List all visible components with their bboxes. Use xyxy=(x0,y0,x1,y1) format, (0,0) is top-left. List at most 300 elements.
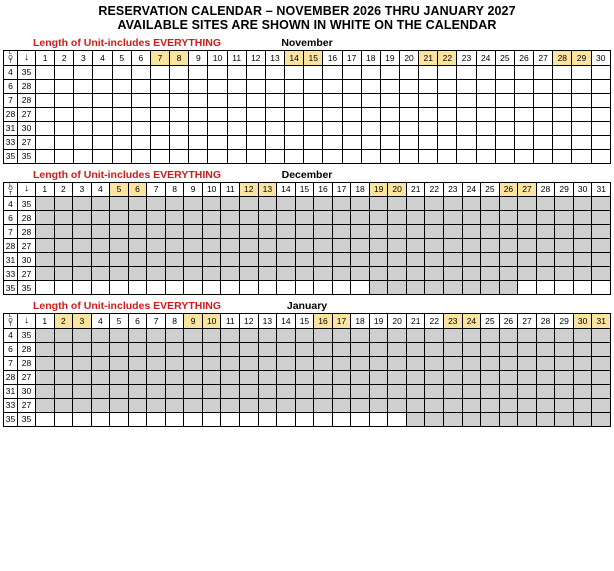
booked-day-cell[interactable] xyxy=(369,356,388,370)
booked-day-cell[interactable] xyxy=(351,197,370,211)
booked-day-cell[interactable] xyxy=(592,197,611,211)
booked-day-cell[interactable] xyxy=(36,356,55,370)
available-day-cell[interactable] xyxy=(514,65,533,79)
booked-day-cell[interactable] xyxy=(240,267,259,281)
booked-day-cell[interactable] xyxy=(91,384,110,398)
available-day-cell[interactable] xyxy=(476,93,495,107)
booked-day-cell[interactable] xyxy=(351,342,370,356)
booked-day-cell[interactable] xyxy=(202,267,221,281)
day-header-cell[interactable]: 18 xyxy=(351,182,370,197)
booked-day-cell[interactable] xyxy=(36,239,55,253)
booked-day-cell[interactable] xyxy=(369,239,388,253)
available-day-cell[interactable] xyxy=(457,65,476,79)
available-day-cell[interactable] xyxy=(495,135,514,149)
booked-day-cell[interactable] xyxy=(165,253,184,267)
day-header-cell[interactable]: 8 xyxy=(165,314,184,329)
booked-day-cell[interactable] xyxy=(351,253,370,267)
booked-day-cell[interactable] xyxy=(202,225,221,239)
booked-day-cell[interactable] xyxy=(147,370,166,384)
booked-day-cell[interactable] xyxy=(573,398,592,412)
booked-day-cell[interactable] xyxy=(147,328,166,342)
booked-day-cell[interactable] xyxy=(425,412,444,426)
booked-day-cell[interactable] xyxy=(91,356,110,370)
available-day-cell[interactable] xyxy=(112,107,131,121)
available-day-cell[interactable] xyxy=(304,149,323,163)
booked-day-cell[interactable] xyxy=(406,328,425,342)
available-day-cell[interactable] xyxy=(93,93,112,107)
available-day-cell[interactable] xyxy=(361,149,380,163)
booked-day-cell[interactable] xyxy=(110,328,129,342)
booked-day-cell[interactable] xyxy=(258,342,277,356)
booked-day-cell[interactable] xyxy=(110,197,129,211)
available-day-cell[interactable] xyxy=(314,412,333,426)
available-day-cell[interactable] xyxy=(457,107,476,121)
available-day-cell[interactable] xyxy=(170,79,189,93)
booked-day-cell[interactable] xyxy=(221,328,240,342)
booked-day-cell[interactable] xyxy=(147,225,166,239)
available-day-cell[interactable] xyxy=(419,149,438,163)
day-header-cell[interactable]: 13 xyxy=(258,314,277,329)
booked-day-cell[interactable] xyxy=(499,239,518,253)
available-day-cell[interactable] xyxy=(304,93,323,107)
day-header-cell[interactable]: 2 xyxy=(54,182,73,197)
booked-day-cell[interactable] xyxy=(110,211,129,225)
booked-day-cell[interactable] xyxy=(110,253,129,267)
booked-day-cell[interactable] xyxy=(481,253,500,267)
booked-day-cell[interactable] xyxy=(73,370,92,384)
available-day-cell[interactable] xyxy=(128,281,147,295)
available-day-cell[interactable] xyxy=(227,121,246,135)
day-header-cell[interactable]: 21 xyxy=(419,51,438,66)
available-day-cell[interactable] xyxy=(112,149,131,163)
booked-day-cell[interactable] xyxy=(54,342,73,356)
booked-day-cell[interactable] xyxy=(444,211,463,225)
booked-day-cell[interactable] xyxy=(221,267,240,281)
day-header-cell[interactable]: 10 xyxy=(202,314,221,329)
booked-day-cell[interactable] xyxy=(444,342,463,356)
booked-day-cell[interactable] xyxy=(499,412,518,426)
booked-day-cell[interactable] xyxy=(444,412,463,426)
available-day-cell[interactable] xyxy=(361,93,380,107)
available-day-cell[interactable] xyxy=(147,412,166,426)
booked-day-cell[interactable] xyxy=(499,225,518,239)
available-day-cell[interactable] xyxy=(55,135,74,149)
available-day-cell[interactable] xyxy=(150,79,169,93)
booked-day-cell[interactable] xyxy=(240,197,259,211)
day-header-cell[interactable]: 29 xyxy=(555,314,574,329)
available-day-cell[interactable] xyxy=(514,93,533,107)
booked-day-cell[interactable] xyxy=(369,342,388,356)
available-day-cell[interactable] xyxy=(495,65,514,79)
available-day-cell[interactable] xyxy=(495,79,514,93)
day-header-cell[interactable]: 19 xyxy=(369,182,388,197)
day-header-cell[interactable]: 12 xyxy=(246,51,265,66)
booked-day-cell[interactable] xyxy=(314,356,333,370)
booked-day-cell[interactable] xyxy=(240,342,259,356)
available-day-cell[interactable] xyxy=(93,79,112,93)
booked-day-cell[interactable] xyxy=(369,370,388,384)
booked-day-cell[interactable] xyxy=(128,356,147,370)
available-day-cell[interactable] xyxy=(361,135,380,149)
available-day-cell[interactable] xyxy=(419,93,438,107)
booked-day-cell[interactable] xyxy=(202,356,221,370)
booked-day-cell[interactable] xyxy=(592,356,611,370)
available-day-cell[interactable] xyxy=(150,65,169,79)
booked-day-cell[interactable] xyxy=(462,356,481,370)
day-header-cell[interactable]: 26 xyxy=(499,182,518,197)
available-day-cell[interactable] xyxy=(36,79,55,93)
day-header-cell[interactable]: 28 xyxy=(536,314,555,329)
booked-day-cell[interactable] xyxy=(184,398,203,412)
booked-day-cell[interactable] xyxy=(388,370,407,384)
available-day-cell[interactable] xyxy=(380,65,399,79)
available-day-cell[interactable] xyxy=(591,135,610,149)
booked-day-cell[interactable] xyxy=(444,370,463,384)
booked-day-cell[interactable] xyxy=(73,356,92,370)
booked-day-cell[interactable] xyxy=(258,328,277,342)
booked-day-cell[interactable] xyxy=(147,197,166,211)
day-header-cell[interactable]: 23 xyxy=(444,314,463,329)
booked-day-cell[interactable] xyxy=(165,398,184,412)
day-header-cell[interactable]: 21 xyxy=(406,182,425,197)
booked-day-cell[interactable] xyxy=(406,225,425,239)
available-day-cell[interactable] xyxy=(285,149,304,163)
booked-day-cell[interactable] xyxy=(388,281,407,295)
available-day-cell[interactable] xyxy=(295,281,314,295)
day-header-cell[interactable]: 30 xyxy=(573,182,592,197)
available-day-cell[interactable] xyxy=(170,107,189,121)
day-header-cell[interactable]: 30 xyxy=(573,314,592,329)
booked-day-cell[interactable] xyxy=(165,225,184,239)
booked-day-cell[interactable] xyxy=(221,253,240,267)
booked-day-cell[interactable] xyxy=(351,211,370,225)
available-day-cell[interactable] xyxy=(342,149,361,163)
booked-day-cell[interactable] xyxy=(462,384,481,398)
available-day-cell[interactable] xyxy=(518,281,537,295)
day-header-cell[interactable]: 6 xyxy=(131,51,150,66)
available-day-cell[interactable] xyxy=(55,65,74,79)
booked-day-cell[interactable] xyxy=(165,342,184,356)
booked-day-cell[interactable] xyxy=(536,225,555,239)
booked-day-cell[interactable] xyxy=(128,197,147,211)
available-day-cell[interactable] xyxy=(342,107,361,121)
available-day-cell[interactable] xyxy=(36,107,55,121)
available-day-cell[interactable] xyxy=(572,149,591,163)
available-day-cell[interactable] xyxy=(150,149,169,163)
booked-day-cell[interactable] xyxy=(314,211,333,225)
booked-day-cell[interactable] xyxy=(369,398,388,412)
booked-day-cell[interactable] xyxy=(314,225,333,239)
available-day-cell[interactable] xyxy=(170,121,189,135)
available-day-cell[interactable] xyxy=(514,135,533,149)
day-header-cell[interactable]: 17 xyxy=(332,182,351,197)
booked-day-cell[interactable] xyxy=(202,342,221,356)
booked-day-cell[interactable] xyxy=(36,384,55,398)
booked-day-cell[interactable] xyxy=(277,197,296,211)
booked-day-cell[interactable] xyxy=(128,328,147,342)
available-day-cell[interactable] xyxy=(476,135,495,149)
day-header-cell[interactable]: 25 xyxy=(481,314,500,329)
available-day-cell[interactable] xyxy=(591,121,610,135)
booked-day-cell[interactable] xyxy=(314,328,333,342)
available-day-cell[interactable] xyxy=(36,135,55,149)
booked-day-cell[interactable] xyxy=(406,267,425,281)
booked-day-cell[interactable] xyxy=(462,370,481,384)
booked-day-cell[interactable] xyxy=(499,211,518,225)
available-day-cell[interactable] xyxy=(227,107,246,121)
day-header-cell[interactable]: 22 xyxy=(438,51,457,66)
booked-day-cell[interactable] xyxy=(314,384,333,398)
booked-day-cell[interactable] xyxy=(425,384,444,398)
day-header-cell[interactable]: 15 xyxy=(295,182,314,197)
day-header-cell[interactable]: 6 xyxy=(128,314,147,329)
available-day-cell[interactable] xyxy=(534,79,553,93)
booked-day-cell[interactable] xyxy=(128,398,147,412)
booked-day-cell[interactable] xyxy=(444,281,463,295)
day-header-cell[interactable]: 28 xyxy=(553,51,572,66)
available-day-cell[interactable] xyxy=(457,93,476,107)
booked-day-cell[interactable] xyxy=(351,267,370,281)
available-day-cell[interactable] xyxy=(553,135,572,149)
available-day-cell[interactable] xyxy=(591,93,610,107)
booked-day-cell[interactable] xyxy=(36,197,55,211)
day-header-cell[interactable]: 17 xyxy=(342,51,361,66)
booked-day-cell[interactable] xyxy=(202,384,221,398)
available-day-cell[interactable] xyxy=(55,121,74,135)
booked-day-cell[interactable] xyxy=(202,328,221,342)
day-header-cell[interactable]: 25 xyxy=(495,51,514,66)
available-day-cell[interactable] xyxy=(36,149,55,163)
day-header-cell[interactable]: 18 xyxy=(361,51,380,66)
booked-day-cell[interactable] xyxy=(202,197,221,211)
booked-day-cell[interactable] xyxy=(555,211,574,225)
booked-day-cell[interactable] xyxy=(388,211,407,225)
booked-day-cell[interactable] xyxy=(314,342,333,356)
booked-day-cell[interactable] xyxy=(536,384,555,398)
booked-day-cell[interactable] xyxy=(425,225,444,239)
day-header-cell[interactable]: 4 xyxy=(93,51,112,66)
available-day-cell[interactable] xyxy=(572,79,591,93)
booked-day-cell[interactable] xyxy=(499,342,518,356)
booked-day-cell[interactable] xyxy=(481,370,500,384)
available-day-cell[interactable] xyxy=(534,149,553,163)
available-day-cell[interactable] xyxy=(323,65,342,79)
available-day-cell[interactable] xyxy=(91,281,110,295)
available-day-cell[interactable] xyxy=(208,93,227,107)
day-header-cell[interactable]: 29 xyxy=(572,51,591,66)
booked-day-cell[interactable] xyxy=(332,328,351,342)
booked-day-cell[interactable] xyxy=(258,398,277,412)
booked-day-cell[interactable] xyxy=(573,370,592,384)
booked-day-cell[interactable] xyxy=(406,197,425,211)
booked-day-cell[interactable] xyxy=(314,398,333,412)
available-day-cell[interactable] xyxy=(380,107,399,121)
available-day-cell[interactable] xyxy=(128,412,147,426)
available-day-cell[interactable] xyxy=(285,65,304,79)
day-header-cell[interactable]: 11 xyxy=(227,51,246,66)
booked-day-cell[interactable] xyxy=(351,398,370,412)
available-day-cell[interactable] xyxy=(73,412,92,426)
booked-day-cell[interactable] xyxy=(406,398,425,412)
booked-day-cell[interactable] xyxy=(592,225,611,239)
day-header-cell[interactable]: 28 xyxy=(536,182,555,197)
available-day-cell[interactable] xyxy=(150,107,169,121)
booked-day-cell[interactable] xyxy=(332,211,351,225)
booked-day-cell[interactable] xyxy=(332,398,351,412)
booked-day-cell[interactable] xyxy=(54,398,73,412)
booked-day-cell[interactable] xyxy=(462,328,481,342)
booked-day-cell[interactable] xyxy=(518,197,537,211)
booked-day-cell[interactable] xyxy=(592,342,611,356)
booked-day-cell[interactable] xyxy=(573,225,592,239)
available-day-cell[interactable] xyxy=(285,93,304,107)
booked-day-cell[interactable] xyxy=(518,225,537,239)
booked-day-cell[interactable] xyxy=(54,384,73,398)
available-day-cell[interactable] xyxy=(112,93,131,107)
available-day-cell[interactable] xyxy=(170,93,189,107)
day-header-cell[interactable]: 4 xyxy=(91,182,110,197)
available-day-cell[interactable] xyxy=(131,121,150,135)
booked-day-cell[interactable] xyxy=(73,225,92,239)
booked-day-cell[interactable] xyxy=(54,239,73,253)
booked-day-cell[interactable] xyxy=(110,398,129,412)
booked-day-cell[interactable] xyxy=(36,211,55,225)
available-day-cell[interactable] xyxy=(495,93,514,107)
booked-day-cell[interactable] xyxy=(240,239,259,253)
booked-day-cell[interactable] xyxy=(184,267,203,281)
booked-day-cell[interactable] xyxy=(425,398,444,412)
booked-day-cell[interactable] xyxy=(536,356,555,370)
available-day-cell[interactable] xyxy=(438,79,457,93)
available-day-cell[interactable] xyxy=(419,79,438,93)
booked-day-cell[interactable] xyxy=(147,342,166,356)
available-day-cell[interactable] xyxy=(399,79,418,93)
day-header-cell[interactable]: 14 xyxy=(285,51,304,66)
booked-day-cell[interactable] xyxy=(481,412,500,426)
booked-day-cell[interactable] xyxy=(444,356,463,370)
available-day-cell[interactable] xyxy=(221,412,240,426)
available-day-cell[interactable] xyxy=(208,135,227,149)
booked-day-cell[interactable] xyxy=(444,197,463,211)
day-header-cell[interactable]: 10 xyxy=(202,182,221,197)
booked-day-cell[interactable] xyxy=(73,211,92,225)
available-day-cell[interactable] xyxy=(438,149,457,163)
booked-day-cell[interactable] xyxy=(499,370,518,384)
booked-day-cell[interactable] xyxy=(202,253,221,267)
available-day-cell[interactable] xyxy=(150,135,169,149)
booked-day-cell[interactable] xyxy=(388,342,407,356)
day-header-cell[interactable]: 3 xyxy=(73,182,92,197)
booked-day-cell[interactable] xyxy=(36,342,55,356)
booked-day-cell[interactable] xyxy=(518,267,537,281)
available-day-cell[interactable] xyxy=(93,149,112,163)
booked-day-cell[interactable] xyxy=(406,384,425,398)
booked-day-cell[interactable] xyxy=(184,197,203,211)
available-day-cell[interactable] xyxy=(240,281,259,295)
booked-day-cell[interactable] xyxy=(165,267,184,281)
available-day-cell[interactable] xyxy=(265,149,284,163)
booked-day-cell[interactable] xyxy=(536,328,555,342)
available-day-cell[interactable] xyxy=(534,93,553,107)
day-header-cell[interactable]: 24 xyxy=(476,51,495,66)
available-day-cell[interactable] xyxy=(265,135,284,149)
booked-day-cell[interactable] xyxy=(425,281,444,295)
booked-day-cell[interactable] xyxy=(351,370,370,384)
day-header-cell[interactable]: 1 xyxy=(36,314,55,329)
available-day-cell[interactable] xyxy=(55,107,74,121)
available-day-cell[interactable] xyxy=(342,135,361,149)
booked-day-cell[interactable] xyxy=(110,225,129,239)
available-day-cell[interactable] xyxy=(189,107,208,121)
day-header-cell[interactable]: 15 xyxy=(304,51,323,66)
booked-day-cell[interactable] xyxy=(165,211,184,225)
booked-day-cell[interactable] xyxy=(351,356,370,370)
booked-day-cell[interactable] xyxy=(221,356,240,370)
day-header-cell[interactable]: 8 xyxy=(165,182,184,197)
available-day-cell[interactable] xyxy=(351,281,370,295)
booked-day-cell[interactable] xyxy=(147,239,166,253)
booked-day-cell[interactable] xyxy=(406,370,425,384)
day-header-cell[interactable]: 21 xyxy=(406,314,425,329)
booked-day-cell[interactable] xyxy=(184,253,203,267)
booked-day-cell[interactable] xyxy=(388,253,407,267)
available-day-cell[interactable] xyxy=(399,107,418,121)
available-day-cell[interactable] xyxy=(457,149,476,163)
available-day-cell[interactable] xyxy=(258,412,277,426)
booked-day-cell[interactable] xyxy=(221,398,240,412)
available-day-cell[interactable] xyxy=(285,79,304,93)
booked-day-cell[interactable] xyxy=(573,197,592,211)
available-day-cell[interactable] xyxy=(74,149,93,163)
booked-day-cell[interactable] xyxy=(128,211,147,225)
booked-day-cell[interactable] xyxy=(332,356,351,370)
booked-day-cell[interactable] xyxy=(536,211,555,225)
day-header-cell[interactable]: 27 xyxy=(518,182,537,197)
booked-day-cell[interactable] xyxy=(462,281,481,295)
available-day-cell[interactable] xyxy=(476,149,495,163)
available-day-cell[interactable] xyxy=(189,135,208,149)
booked-day-cell[interactable] xyxy=(240,398,259,412)
available-day-cell[interactable] xyxy=(73,281,92,295)
booked-day-cell[interactable] xyxy=(406,253,425,267)
day-header-cell[interactable]: 4 xyxy=(91,314,110,329)
booked-day-cell[interactable] xyxy=(351,225,370,239)
day-header-cell[interactable]: 26 xyxy=(499,314,518,329)
available-day-cell[interactable] xyxy=(277,281,296,295)
booked-day-cell[interactable] xyxy=(518,412,537,426)
booked-day-cell[interactable] xyxy=(295,225,314,239)
booked-day-cell[interactable] xyxy=(369,328,388,342)
available-day-cell[interactable] xyxy=(150,121,169,135)
booked-day-cell[interactable] xyxy=(128,384,147,398)
booked-day-cell[interactable] xyxy=(36,253,55,267)
available-day-cell[interactable] xyxy=(189,149,208,163)
booked-day-cell[interactable] xyxy=(73,267,92,281)
booked-day-cell[interactable] xyxy=(425,267,444,281)
booked-day-cell[interactable] xyxy=(110,267,129,281)
booked-day-cell[interactable] xyxy=(184,370,203,384)
booked-day-cell[interactable] xyxy=(555,398,574,412)
available-day-cell[interactable] xyxy=(246,107,265,121)
available-day-cell[interactable] xyxy=(323,149,342,163)
day-header-cell[interactable]: 23 xyxy=(444,182,463,197)
available-day-cell[interactable] xyxy=(304,65,323,79)
available-day-cell[interactable] xyxy=(246,79,265,93)
booked-day-cell[interactable] xyxy=(277,211,296,225)
available-day-cell[interactable] xyxy=(304,107,323,121)
booked-day-cell[interactable] xyxy=(425,253,444,267)
available-day-cell[interactable] xyxy=(457,135,476,149)
